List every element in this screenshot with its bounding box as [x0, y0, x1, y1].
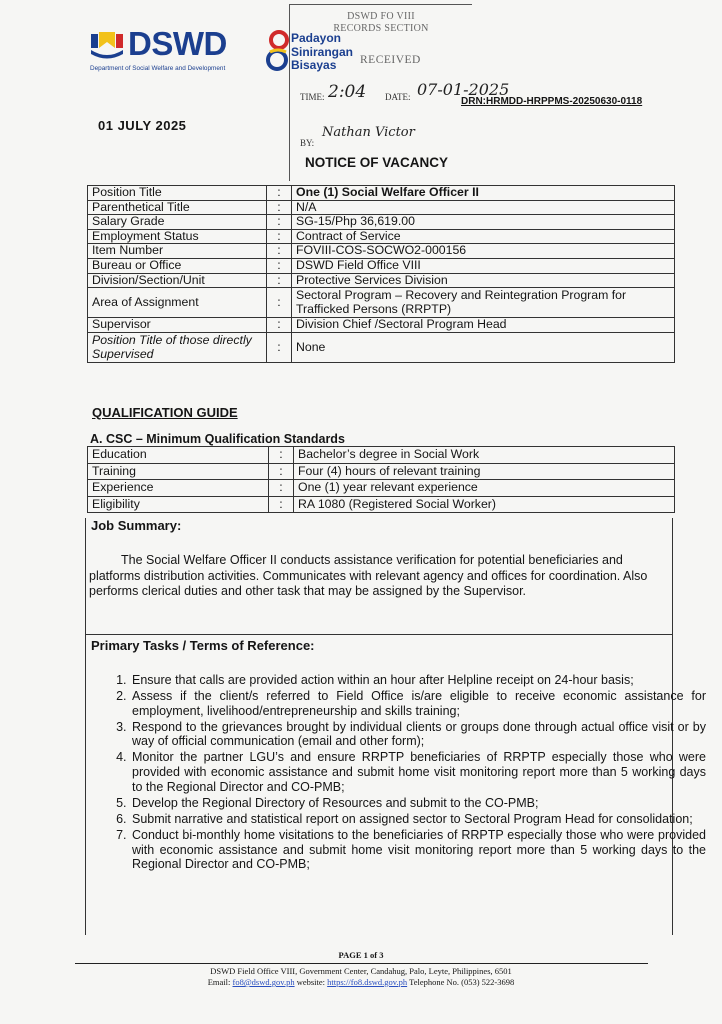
page-title: NOTICE OF VACANCY — [305, 155, 449, 170]
table-row: Position Title of those directly Supervised : None — [88, 332, 675, 362]
csc-heading: A. CSC – Minimum Qualification Standards — [90, 432, 345, 446]
primary-tasks-heading: Primary Tasks / Terms of Reference: — [91, 638, 315, 653]
table-row: Bureau or Office : DSWD Field Office VIII — [88, 258, 675, 273]
job-summary-text: The Social Welfare Officer II conducts assistance verification for potential beneficiaries and platforms distribution activities. Communicates with relevant agency and offices for coordination. Also performs clerical duties and other task that may be assigned by the Supervisor. — [89, 553, 648, 598]
stamp-time-label: TIME: — [300, 92, 325, 102]
dswd-logo — [90, 25, 240, 76]
table-row: Item Number : FOVIII-COS-SOCWO2-000156 — [88, 244, 675, 259]
table-row: Employment Status : Contract of Service — [88, 229, 675, 244]
footer-address: DSWD Field Office VIII, Government Center, Candahug, Palo, Leyte, Philippines, 6501 — [210, 966, 512, 976]
table-row: Supervisor : Division Chief /Sectoral Program Head — [88, 318, 675, 333]
list-item: 1. Ensure that calls are provided action within an hour after Helpline receipt on 24-hour basis; — [130, 673, 706, 688]
stamp-office: DSWD FO VIII — [347, 11, 415, 22]
table-row: Position Title : One (1) Social Welfare Officer II — [88, 186, 675, 201]
website-link[interactable]: https://fo8.dswd.gov.ph — [327, 977, 408, 987]
page-number: PAGE 1 of 3 — [338, 950, 384, 960]
list-item: 6. Submit narrative and statistical report on assigned sector to Sectoral Program Head for consolidation; — [130, 812, 706, 827]
footer-contacts: Email: fo8@dswd.gov.ph website: https://fo8.dswd.gov.ph Telephone No. (053) 522-3698 — [207, 977, 515, 987]
document-date: 01 JULY 2025 — [98, 118, 187, 133]
table-row: Division/Section/Unit : Protective Services Division — [88, 273, 675, 288]
list-item: 5. Develop the Regional Directory of Resources and submit to the CO-PMB; — [130, 796, 706, 811]
drn-number: DRN:HRMDD-HRPPMS-20250630-0118 — [461, 96, 643, 107]
dswd-emblem-icon — [90, 30, 124, 60]
stamp-date-value: 07-01-2025 — [417, 80, 510, 99]
dswd-logo-subtitle: Department of Social Welfare and Development — [90, 65, 226, 72]
list-item: 7. Conduct bi-monthly home visitations to the beneficiaries of RRPTP especially those who were provided with economic assistance and submit home visit monitoring report more than 5 working days to the Regional Director and CO-PMB; — [130, 828, 706, 872]
job-summary-heading: Job Summary: — [91, 518, 182, 533]
table-row: Parenthetical Title : N/A — [88, 200, 675, 215]
table-row: Eligibility : RA 1080 (Registered Social Worker) — [88, 496, 675, 513]
stamp-date-label: DATE: — [385, 92, 411, 102]
table-row: Training : Four (4) hours of relevant training — [88, 463, 675, 480]
stamp-section: RECORDS SECTION — [333, 23, 429, 34]
table-row: Area of Assignment : Sectoral Program – Recovery and Reintegration Program for Trafficked Persons (RRPTP) — [88, 288, 675, 318]
stamp-by-value: Nathan Victor — [322, 125, 415, 140]
padayon-emblem-icon — [266, 30, 290, 74]
position-table — [87, 185, 675, 363]
dswd-logo-text: DSWD — [128, 25, 227, 62]
list-item: 4. Monitor the partner LGU’s and ensure RRPTP beneficiaries of RRPTP especially those who were provided with economic assistance and submit home visit monitoring report more than 5 working days to the Regional Director and CO-PMB; — [130, 750, 706, 794]
table-row: Experience : One (1) year relevant experience — [88, 480, 675, 497]
padayon-logo-text: Padayon Sinirangan Bisayas — [291, 31, 354, 72]
table-row: Education : Bachelor’s degree in Social Work — [88, 447, 675, 464]
tasks-list — [86, 673, 706, 873]
list-item: 2. Assess if the client/s referred to Field Office is/are eligible to receive economic assistance for employment, livelihood/entrepreneurship and skills training; — [130, 689, 706, 718]
email-link[interactable]: fo8@dswd.gov.ph — [232, 977, 295, 987]
stamp-time-value: 2:04 — [328, 82, 367, 102]
stamp-received: RECEIVED — [360, 54, 421, 66]
primary-tasks-section — [85, 634, 706, 935]
qualification-table — [87, 446, 675, 513]
stamp-by-label: BY: — [300, 138, 315, 148]
list-item: 3. Respond to the grievances brought by individual clients or groups done through actual office visit or by way of official communication (email and other form); — [130, 720, 706, 749]
footer-divider — [75, 963, 648, 964]
table-row: Salary Grade : SG-15/Php 36,619.00 — [88, 215, 675, 230]
job-summary-section — [85, 518, 673, 635]
qualification-guide-heading: QUALIFICATION GUIDE — [92, 405, 238, 420]
